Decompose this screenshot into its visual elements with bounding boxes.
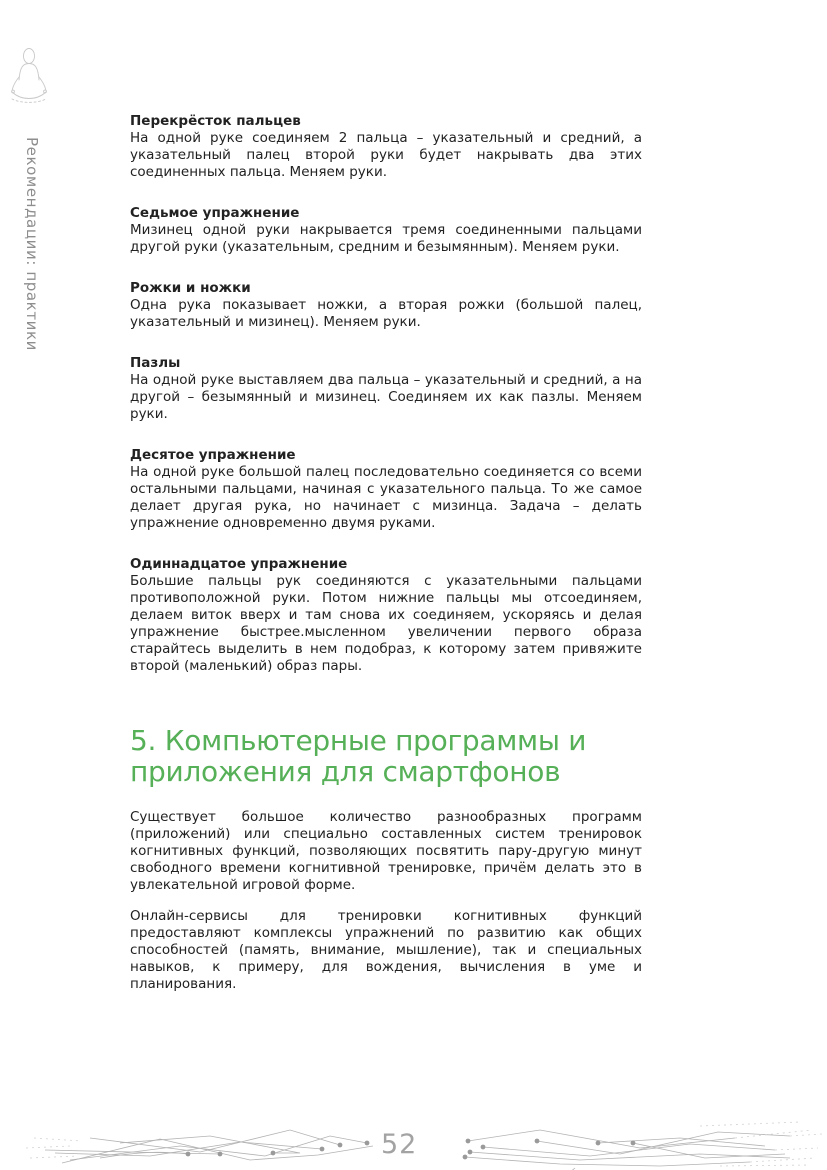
section-heading: Десятое упражнение [130, 447, 296, 463]
chapter-block [130, 725, 642, 993]
sidebar-section-label: Рекомендации: практики [23, 137, 41, 352]
section-body: Одна рука показывает ножки, а вторая рожки (большой палец, указательный и мизинец). Меняем руки. [130, 297, 642, 330]
section-heading: Седьмое упражнение [130, 205, 300, 221]
section-heading: Рожки и ножки [130, 280, 251, 296]
exercise-section [130, 447, 642, 532]
section-heading: Перекрёсток пальцев [130, 113, 301, 129]
chapter-paragraph: Онлайн-сервисы для тренировки когнитивных функций предоставляют комплексы упражнений по развитию как общих способностей (память, внимание, мышление), так и специальных навыков, к примеру, для вождения, вычисления в уме и планирования. [130, 908, 642, 992]
section-heading: Пазлы [130, 355, 181, 371]
section-body: На одной руке большой палец последовательно соединяется со всеми остальными пальцами, начиная с указательного пальца. То же самое делает другая рука, но начинает с мизинца. Задача – делать упражнение одновременно двумя руками. [130, 464, 642, 531]
chapter-title-line1: 5. Компьютерные программы и [130, 724, 587, 757]
exercise-section [130, 280, 642, 331]
chapter-title [130, 725, 642, 787]
exercise-section [130, 205, 642, 256]
chapter-paragraph: Существует большое количество разнообразных программ (приложений) или специально составленных систем тренировок когнитивных функций, позволяющих посвятить пару-другую минут свободного времени когнитивной тренировке, причём делать это в увлекательной игровой форме. [130, 809, 642, 893]
section-body: На одной руке выставляем два пальца – указательный и средний, а на другой – безымянный и мизинец. Соединяем их как пазлы. Меняем руки. [130, 372, 642, 422]
meditation-person-icon [9, 46, 49, 108]
chapter-title-line2: приложения для смартфонов [130, 755, 561, 788]
exercise-section [130, 113, 642, 181]
exercise-section [130, 355, 642, 423]
section-body: Большие пальцы рук соединяются с указательными пальцами противоположной руки. Потом нижние пальцы мы отсоединяем, делаем виток вверх и там снова их соединяем, ускоряясь и делая упражнение быстрее.мысленном увеличении первого образа старайтесь выделить в нем подобраз, к которому затем привяжите второй (маленький) образ пары. [130, 573, 642, 674]
exercise-section [130, 556, 642, 675]
section-body: Мизинец одной руки накрывается тремя соединенными пальцами другой руки (указательным, средним и безымянным). Меняем руки. [130, 222, 642, 255]
section-body: На одной руке соединяем 2 пальца – указательный и средний, а указательный палец второй руки будет накрывать два этих соединенных пальца. Меняем руки. [130, 130, 642, 180]
page-number: 52 [381, 1129, 418, 1160]
section-heading: Одиннадцатое упражнение [130, 556, 348, 572]
main-content [130, 113, 642, 1007]
